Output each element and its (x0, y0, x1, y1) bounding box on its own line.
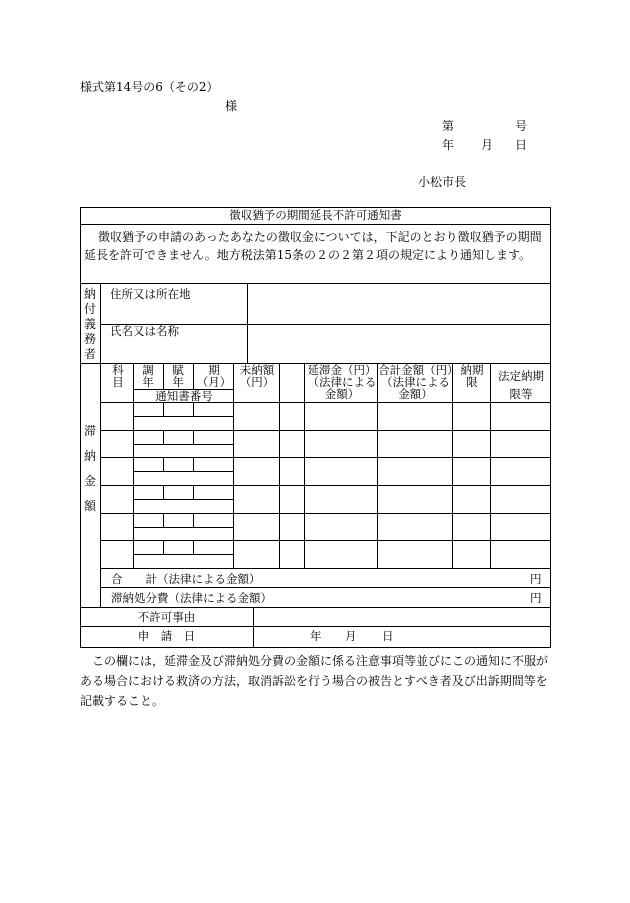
total-unit: 円 (530, 572, 542, 586)
notice-form-table (80, 207, 551, 648)
header-notice-number: 通知書番号 (155, 389, 213, 403)
name-label: 氏名又は名称 (110, 324, 179, 338)
header-kamoku: 科目 (112, 363, 124, 389)
date-day: 日 (515, 138, 528, 152)
header-ki: 期（月） (196, 363, 232, 389)
header-funen: 賦年 (172, 363, 184, 389)
instruction-note: この欄には，延滞金及び滞納処分費の金額に係る注意事項等並びにこの通知に不服がある場合における救済の方法，取消訴訟を行う場合の被告とすべき者及び出訴期間等を記載すること。 (80, 654, 549, 708)
name-field[interactable] (248, 325, 550, 363)
total-label: 合 計（法律による金額） (111, 572, 261, 586)
doc-number-go: 号 (515, 119, 528, 133)
taxpayer-label: 納付義務者 (83, 287, 96, 361)
header-chonen: 調年 (142, 363, 154, 389)
header-entai: 延滞金（円）（法律による金額） (307, 363, 377, 401)
issuer: 小松市長 (418, 175, 467, 189)
form-code: 様式第14号の6（その2） (80, 80, 219, 94)
disposal-fee-unit: 円 (530, 591, 542, 605)
header-gokei: 合計金額（円）（法律による金額） (378, 363, 453, 401)
address-label: 住所又は所在地 (110, 287, 191, 301)
arrears-label: 滞納金額 (83, 424, 96, 513)
header-nouki: 納期限 (460, 363, 484, 389)
form-title: 徴収猶予の期間延長不許可通知書 (229, 208, 402, 222)
header-hotei: 法定納期限等 (498, 369, 544, 401)
addressee-suffix: 様 (225, 99, 238, 113)
application-date-month: 月 (345, 629, 357, 643)
doc-number-dai: 第 (442, 119, 455, 133)
reason-field[interactable] (254, 608, 550, 626)
application-date-year: 年 (310, 629, 322, 643)
header-minofu: 未納額（円） (239, 363, 275, 389)
disposal-fee-label: 滞納処分費（法律による金額） (111, 591, 272, 605)
date-year: 年 (442, 138, 455, 152)
application-date-day: 日 (382, 629, 394, 643)
date-month: 月 (481, 138, 494, 152)
form-body-text: 徴収猶予の申請のあったあなたの徴収金については，下記のとおり徴収猶予の期間延長を許可できません。地方税法第15条の２の２第２項の規定により通知します。 (84, 230, 542, 262)
reason-label: 不許可事由 (137, 610, 196, 624)
application-date-label: 申 請 日 (137, 629, 196, 643)
address-field[interactable] (248, 284, 550, 323)
